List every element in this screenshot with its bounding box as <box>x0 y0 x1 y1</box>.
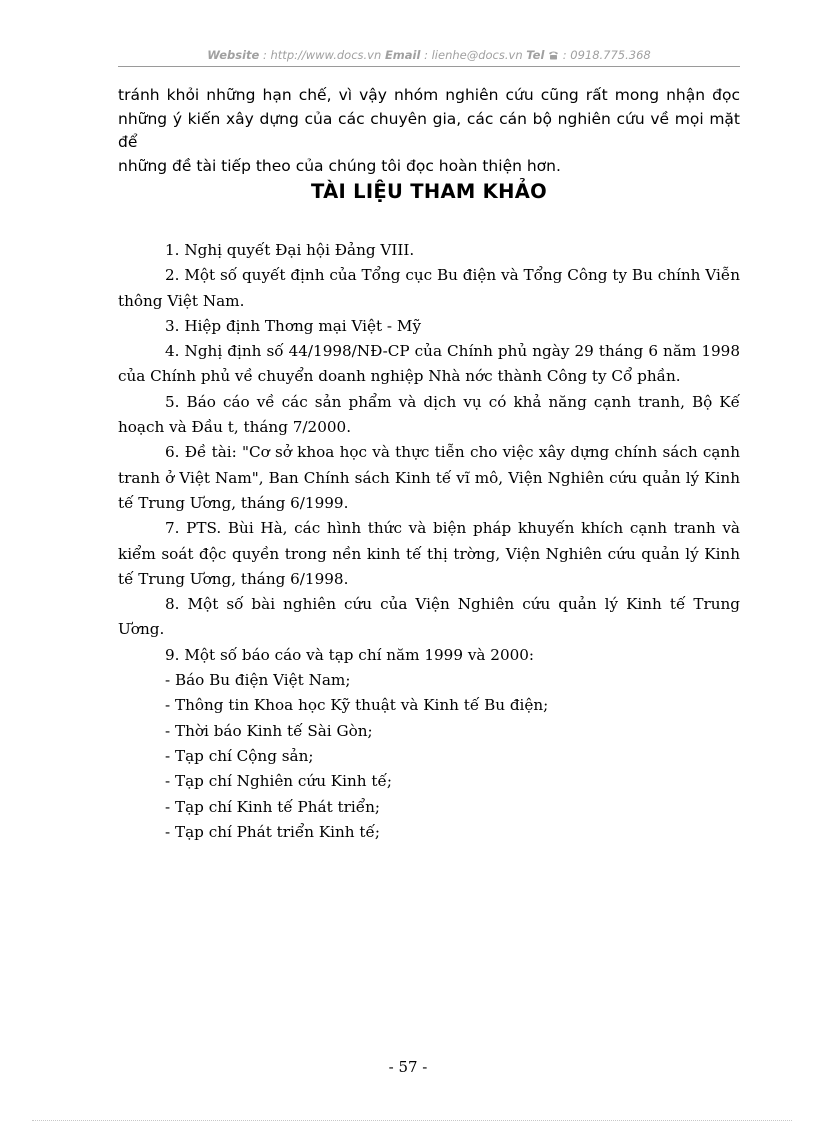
intro-line: tránh khỏi những hạn chế, vì vậy nhóm nghiên cứu cũng rất mong nhận đọc <box>118 86 740 104</box>
reference-item: 4. Nghị định số 44/1998/NĐ-CP của Chính phủ ngày 29 tháng 6 năm 1998 của Chính phủ về chuyển doanh nghiệp Nhà nớc thành Công ty Cổ phần. <box>118 342 740 386</box>
reference-item: 5. Báo cáo về các sản phẩm và dịch vụ có khả năng cạnh tranh, Bộ Kế hoạch và Đầu t, tháng 7/2000. <box>118 392 740 437</box>
email-address[interactable]: : lienhe@docs.vn <box>424 48 523 62</box>
reference-item: 2. Một số quyết định của Tổng cục Bu điện và Tổng Công ty Bu chính Viễn thông Việt Nam. <box>118 266 740 310</box>
journal-item: - Báo Bu điện Việt Nam; <box>165 671 351 690</box>
website-url[interactable]: : http://www.docs.vn <box>262 48 382 62</box>
intro-line: những đề tài tiếp theo của chúng tôi đọc hoàn thiện hơn. <box>118 156 561 175</box>
reference-item: 6. Đề tài: "Cơ sở khoa học và thực tiễn cho việc xây dựng chính sách cạnh tranh ở Việt Nam", Ban Chính sách Kinh tế vĩ mô, Viện Nghiên cứu quản lý Kinh tế Trung Ương, tháng 6/1999. <box>118 443 740 512</box>
phone-icon <box>548 49 559 63</box>
reference-item: 1. Nghị quyết Đại hội Đảng VIII. <box>165 241 415 259</box>
journal-item: - Thời báo Kinh tế Sài Gòn; <box>165 721 373 740</box>
email-label: Email <box>384 48 421 62</box>
journal-item: - Tạp chí Cộng sản; <box>165 746 314 765</box>
footer-divider <box>32 1120 792 1121</box>
reference-item: 8. Một số bài nghiên cứu của Viện Nghiên cứu quản lý Kinh tế Trung Ương. <box>118 595 740 639</box>
page-number: - 57 - <box>388 1058 428 1076</box>
section-title: TÀI LIỆU THAM KHẢO <box>311 180 547 203</box>
reference-item: 7. PTS. Bùi Hà, các hình thức và biện pháp khuyến khích cạnh tranh và kiểm soát độc quyền trong nền kinh tế thị trờng, Viện Nghiên cứu quản lý Kinh tế Trung Ương, tháng 6/1998. <box>118 519 740 588</box>
reference-item: 3. Hiệp định Thơng mại Việt - Mỹ <box>165 316 422 335</box>
website-label: Website <box>207 48 260 62</box>
journal-item: - Tạp chí Nghiên cứu Kinh tế; <box>165 772 392 791</box>
page-header <box>118 48 740 63</box>
journal-item: - Tạp chí Kinh tế Phát triển; <box>165 797 380 816</box>
journal-item: - Tạp chí Phát triển Kinh tế; <box>165 822 380 841</box>
intro-paragraph <box>118 84 740 178</box>
tel-number: : 0918.775.368 <box>562 48 651 62</box>
reference-item: 9. Một số báo cáo và tạp chí năm 1999 và 2000: <box>165 645 535 664</box>
intro-line: những ý kiến xây dựng của các chuyên gia, các cán bộ nghiên cứu về mọi mặt để <box>118 109 740 151</box>
header-divider <box>118 66 740 67</box>
reference-list <box>118 238 740 845</box>
tel-label: Tel <box>526 48 545 62</box>
journal-item: - Thông tin Khoa học Kỹ thuật và Kinh tế Bu điện; <box>165 696 549 715</box>
